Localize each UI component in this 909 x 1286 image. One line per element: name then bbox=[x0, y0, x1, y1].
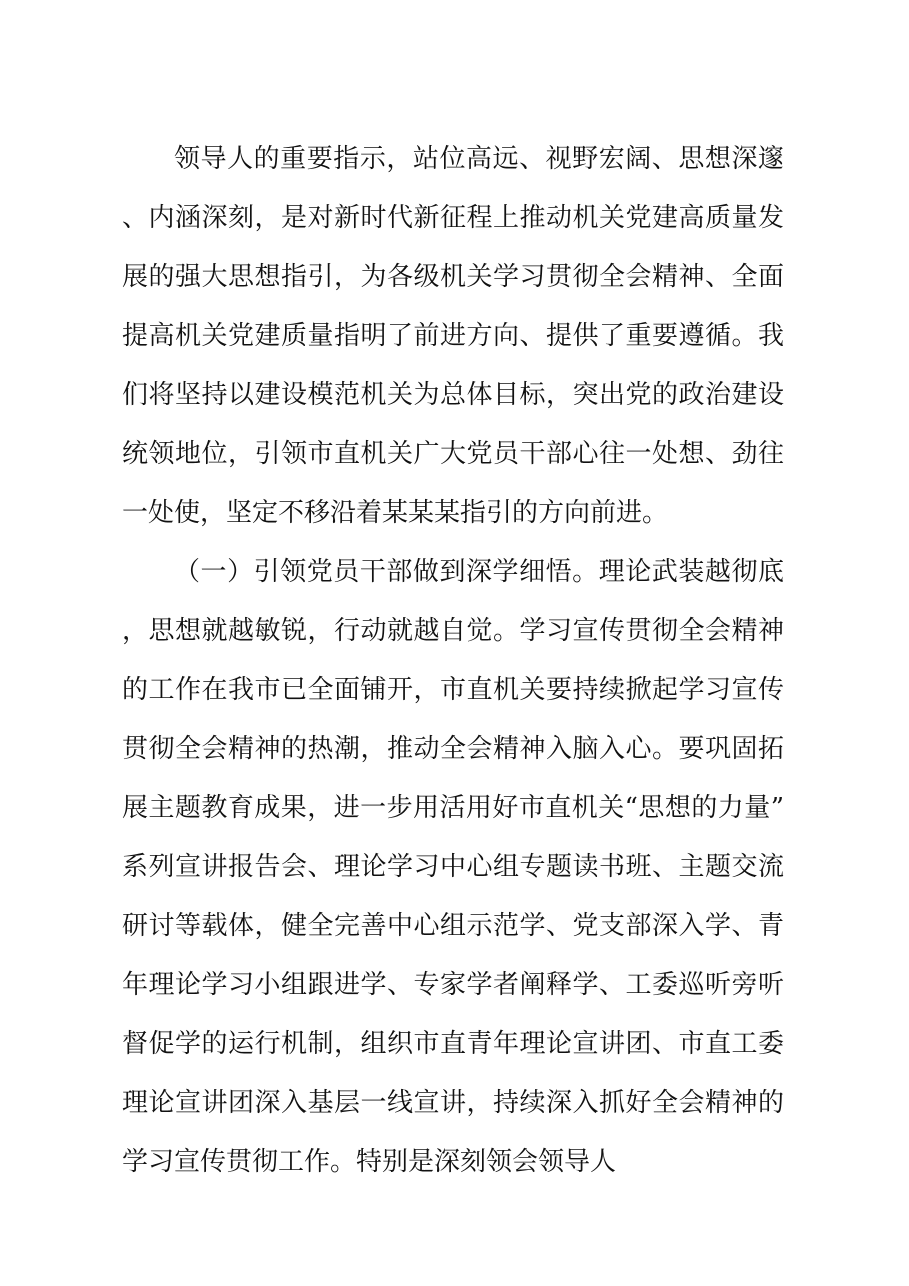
paragraph-intro: 领导人的重要指示，站位高远、视野宏阔、思想深邃、内涵深刻，是对新时代新征程上推动机关党建高质量发展的强大思想指引，为各级机关学习贯彻全会精神、全面提高机关党建质量指明了前进方向、提供了重要遵循。我们将坚持以建设模范机关为总体目标，突出党的政治建设统领地位，引领市直机关广大党员干部心往一处想、劲往一处使，坚定不移沿着某某某指引的方向前进。 bbox=[122, 144, 784, 528]
document-body bbox=[122, 130, 784, 1192]
paragraph-section-one: （一）引领党员干部做到深学细悟。理论武装越彻底，思想就越敏锐，行动就越自觉。学习宣传贯彻全会精神的工作在我市已全面铺开，市直机关要持续掀起学习宣传贯彻全会精神的热潮，推动全会精神入脑入心。要巩固拓展主题教育成果，进一步用活用好市直机关“思想的力量”系列宣讲报告会、理论学习中心组专题读书班、主题交流研讨等载体，健全完善中心组示范学、党支部深入学、青年理论学习小组跟进学、专家学者阐释学、工委巡听旁听督促学的运行机制，组织市直青年理论宣讲团、市直工委理论宣讲团深入基层一线宣讲，持续深入抓好全会精神的学习宣传贯彻工作。特别是深刻领会领导人 bbox=[122, 557, 784, 1177]
